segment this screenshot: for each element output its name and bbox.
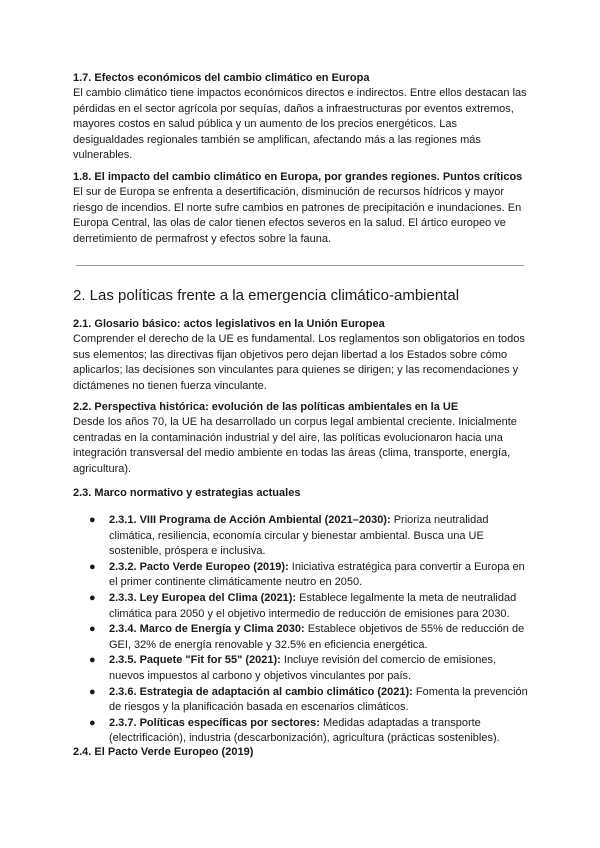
section-1-7-heading: 1.7. Efectos económicos del cambio climático en Europa [73,72,370,84]
item-text: Medidas adaptadas a transporte (electrificación), industria (descarbonización), agricultura (prácticas sostenibles). [109,716,500,745]
item-text: Fomenta la prevención de riesgos y la planificación basada en escenarios climáticos. [109,685,528,714]
list-item [73,716,528,747]
item-text: Establece objetivos de 55% de reducción de GEI, 32% de energía renovable y 32.5% en eficiencia energética. [109,623,525,651]
section-2-1-heading: 2.1. Glosario básico: actos legislativos en la Unión Europea [73,318,385,330]
bullet-icon: ● [89,623,96,636]
section-2-heading: 2. Las políticas frente a la emergencia climático-ambiental [73,287,460,304]
item-title: 2.3.4. Marco de Energía y Clima 2030: [109,623,305,636]
item-title: 2.3.2. Pacto Verde Europeo (2019): [109,560,289,573]
list-item [73,622,528,653]
item-text: Establece legalmente la meta de neutralidad climática para 2050 y el objetivo intermedio de reducción de emisiones para 2030. [109,591,517,620]
section-divider [76,265,524,266]
section-2-3-heading: 2.3. Marco normativo y estrategias actuales [73,487,301,499]
item-title: 2.3.7. Políticas específicas por sectores: [109,716,320,729]
item-title: 2.3.6. Estrategia de adaptación al cambio climático (2021): [109,685,413,698]
list-item [73,591,528,622]
section-1-8-heading: 1.8. El impacto del cambio climático en Europa, por grandes regiones. Puntos críticos [73,171,523,183]
list-item [73,653,528,684]
bullet-icon: ● [89,514,96,526]
bullet-icon: ● [89,654,96,667]
section-2-2-text: Desde los años 70, la UE ha desarrollado un corpus legal ambiental creciente. Inicialmente centradas en la contaminación industrial y del aire, las políticas evolucionaron hacia una integración transversal del medio ambiente en todas las áreas (clima, transporte, energía, agricultura). [73,416,517,475]
list-item [73,513,528,560]
item-title: 2.3.3. Ley Europea del Clima (2021): [109,591,297,604]
bullet-icon: ● [89,685,96,698]
bullet-icon: ● [89,591,96,604]
item-title: 2.3.5. Paquete "Fit for 55" (2021): [109,654,281,667]
strategies-list [73,513,528,747]
section-2-1-text: Comprender el derecho de la UE es fundamental. Los reglamentos son obligatorios en todos sus elementos; las directivas fijan objetivos pero dejan libertad a los Estados sobre cómo aplicarlos; las decisiones son vinculantes para quienes se dirigen; y las recomendaciones y dictámenes no tienen fuerza vinculante. [73,333,525,392]
list-item [73,685,528,716]
item-title: 2.3.1. VIII Programa de Acción Ambiental (2021–2030): [109,514,391,526]
item-text: Iniciativa estratégica para convertir a Europa en el primer continente climáticamente neutro en 2050. [109,560,525,589]
section-1-7-text: El cambio climático tiene impactos económicos directos e indirectos. Entre ellos destacan las pérdidas en el sector agrícola por sequías, daños a infraestructuras por eventos extremos, mayores costos en salud pública y un aumento de los precios energéticos. Las desigualdades regionales también se amplifican, afectando más a las regiones más vulnerables. [73,87,527,162]
bullet-icon: ● [89,716,96,729]
section-2-4-heading: 2.4. El Pacto Verde Europeo (2019) [73,746,254,758]
section-2-2-heading: 2.2. Perspectiva histórica: evolución de las políticas ambientales en la UE [73,401,459,413]
item-text: Prioriza neutralidad climática, resiliencia, economía circular y bienestar ambiental. Busca una UE sostenible, próspera e inclusiva. [109,514,489,558]
item-text: Incluye revisión del comercio de emisiones, nuevos impuestos al carbono y objetivos vinculantes por país. [109,654,497,682]
bullet-icon: ● [89,560,96,573]
list-item [73,560,528,591]
section-1-8-text: El sur de Europa se enfrenta a desertificación, disminución de recursos hídricos y mayor riesgo de incendios. El norte sufre cambios en patrones de precipitación e inundaciones. En Europa Central, las olas de calor tienen efectos severos en la salud. El ártico europeo ve derretimiento de permafrost y efectos sobre la fauna. [73,186,522,245]
